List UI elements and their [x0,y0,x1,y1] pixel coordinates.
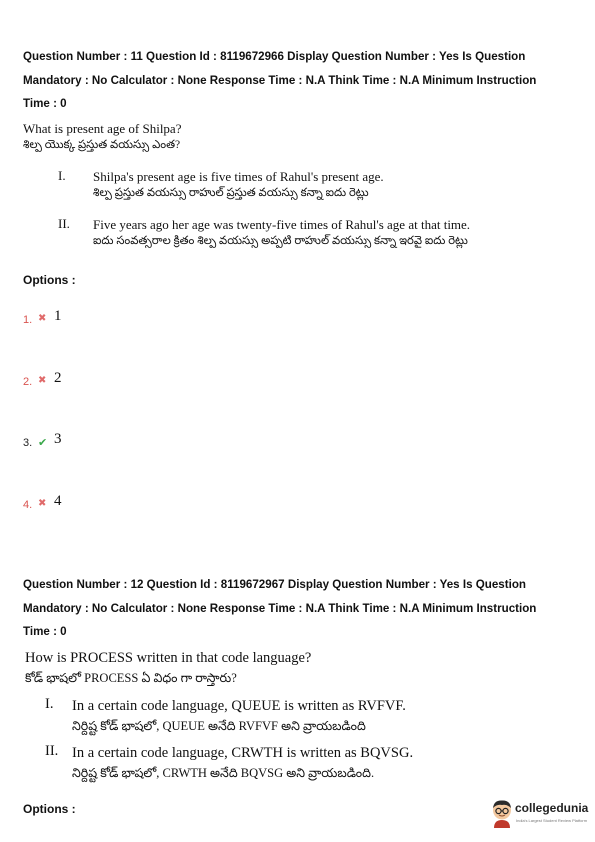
question-12-metadata [23,573,578,644]
option-value: 4 [54,493,62,509]
wrong-cross-icon: ✖ [38,375,47,386]
option-number: 1. [23,314,33,326]
metadata-line: Question Number : 12 Question Id : 8119672967 Display Question Number : Yes Is Question [23,578,526,591]
options-label: Options : [23,802,76,816]
options-label: Options : [23,273,76,287]
question-english: What is present age of Shilpa? [23,121,182,136]
wrong-cross-icon: ✖ [38,498,47,509]
statement-english: Five years ago her age was twenty-five times of Rahul's age at that time. [93,217,471,232]
statement-number: II. [45,743,59,759]
metadata-line: Question Number : 11 Question Id : 8119672966 Display Question Number : Yes Is Question [23,50,526,63]
option-number: 4. [23,499,33,511]
statement-english: In a certain code language, QUEUE is written as RVFVF. [72,698,406,714]
question-11-text [23,120,181,154]
metadata-line: Mandatory : No Calculator : None Response Time : N.A Think Time : N.A Minimum Instruction [23,73,537,87]
question-11-metadata [23,45,578,116]
statement-english: Shilpa's present age is five times of Rahul's present age. [93,169,384,184]
logo-wordmark: collegedunia [515,801,589,815]
option-value: 3 [54,431,62,447]
option-value: 2 [54,370,62,386]
statement-telugu: శిల్ప ప్రస్తుత వయస్సు రాహుల్ ప్రస్తుత వయస్సు కన్నా ఐదు రెట్లు [93,187,369,199]
statement-number: I. [58,168,66,183]
statement-i [45,696,575,738]
metadata-line: Time : 0 [23,97,67,110]
statement-english: In a certain code language, CRWTH is written as BQVSG. [72,745,414,761]
statement-telugu: నిర్దిష్ట కోడ్ భాషలో, QUEUE అనేది RVFVF అని వ్రాయబడింది [72,719,366,733]
student-mascot-icon [490,799,514,829]
metadata-line: Time : 0 [23,625,67,638]
option-value: 1 [54,308,62,324]
question-telugu: శిల్ప యొక్క ప్రస్తుత వయస్సు ఎంత? [23,139,181,151]
option-number: 2. [23,376,33,388]
wrong-cross-icon: ✖ [38,313,47,324]
statement-i [58,168,578,208]
logo-tagline: India's Largest Student Review Platform [516,818,588,823]
question-telugu: కోడ్ భాషలో PROCESS ఏ విధం గా రాస్తారు? [25,671,237,685]
metadata-line: Mandatory : No Calculator : None Response Time : N.A Think Time : N.A Minimum Instruction [23,601,537,615]
statement-telugu: నిర్దిష్ట కోడ్ భాషలో, CRWTH అనేది BQVSG అని వ్రాయబడింది. [72,766,375,780]
statement-ii [45,743,575,785]
statement-telugu: ఐదు సంవత్సరాల క్రితం శిల్ప వయస్సు అప్పటి రాహుల్ వయస్సు కన్నా ఇరవై ఐదు రెట్లు [93,235,468,247]
question-english: How is PROCESS written in that code language? [25,650,312,666]
statement-number: I. [45,696,54,712]
statement-number: II. [58,216,70,231]
option-number: 3. [23,437,33,449]
correct-check-icon: ✔ [38,436,48,449]
statement-ii [58,216,578,256]
question-12-text [25,648,311,688]
collegedunia-logo [490,798,590,832]
